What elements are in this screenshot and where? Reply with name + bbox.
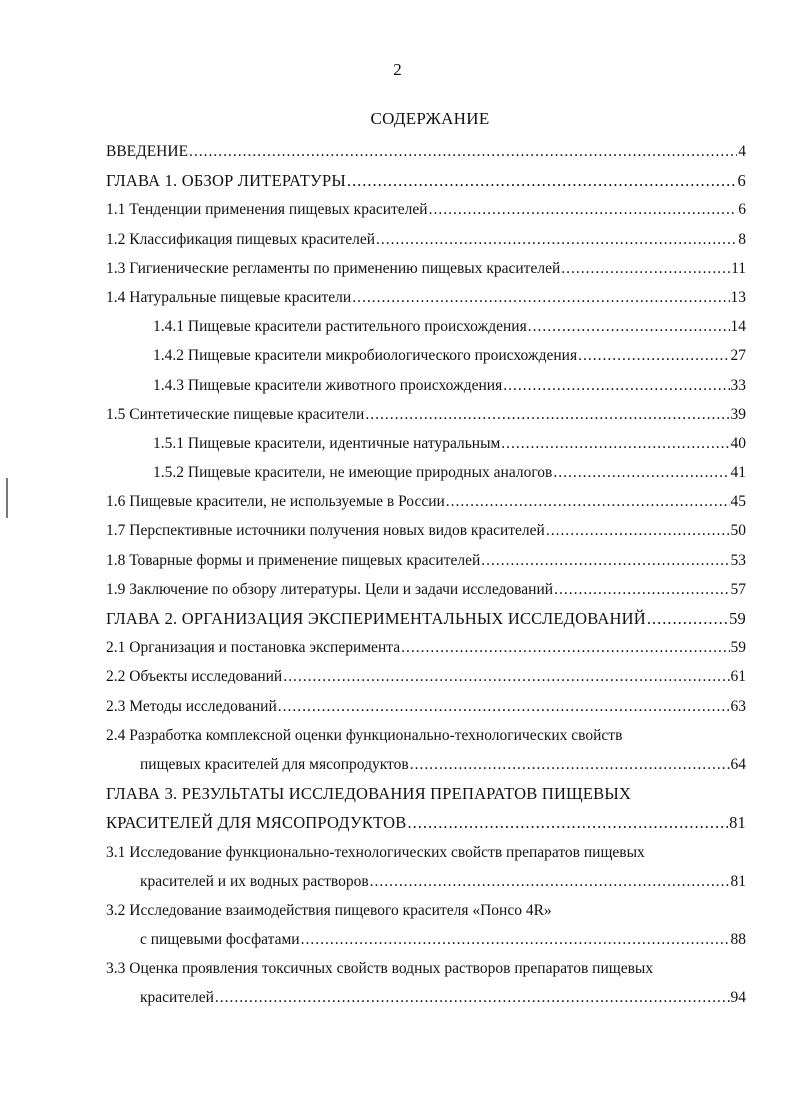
leader-dots: [278, 692, 730, 721]
entry-title: 1.4 Натуральные пищевые красители: [106, 288, 352, 306]
toc-title: СОДЕРЖАНИЕ: [370, 109, 490, 128]
leader-dots: [347, 166, 737, 195]
entry-page: 8: [738, 230, 746, 248]
leader-dots: [301, 925, 730, 954]
entry-page: 57: [730, 580, 746, 598]
toc-entry-introduction[interactable]: [106, 137, 746, 166]
entry-title: ГЛАВА 1. ОБЗОР ЛИТЕРАТУРЫ: [106, 171, 346, 191]
entry-title: 1.5.1 Пищевые красители, идентичные натуральным: [153, 434, 501, 452]
entry-title: 1.4.2 Пищевые красители микробиологического происхождения: [153, 347, 578, 365]
toc-entry-1-9[interactable]: [106, 575, 746, 604]
entry-page: 88: [730, 931, 746, 949]
entry-title: 1.4.3 Пищевые красители животного происхождения: [153, 376, 503, 394]
entry-title: 3.3 Оценка проявления токсичных свойств водных растворов препаратов пищевых: [106, 960, 654, 978]
leader-dots: [283, 662, 729, 691]
toc-entry-2-4-continued[interactable]: [106, 750, 746, 779]
entry-title: 2.3 Методы исследований: [106, 697, 277, 715]
entry-page: 81: [729, 813, 746, 833]
leader-dots: [215, 983, 730, 1012]
toc-entry-1-5-1[interactable]: [106, 429, 746, 458]
entry-page: 59: [730, 639, 746, 657]
entry-page: 33: [730, 376, 746, 394]
entry-page: 13: [730, 288, 746, 306]
toc-entry-3-2-continued[interactable]: [106, 925, 746, 954]
leader-dots: [501, 429, 729, 458]
entry-title: 2.1 Организация и постановка эксперимента: [106, 639, 401, 657]
entry-page: 63: [730, 697, 746, 715]
entry-page: 50: [730, 522, 746, 540]
toc-entry-3-1-continued[interactable]: [106, 867, 746, 896]
entry-title: 2.2 Объекты исследований: [106, 668, 283, 686]
leader-dots: [446, 487, 730, 516]
toc-entry-1-4[interactable]: [106, 283, 746, 312]
toc-entry-chapter-1[interactable]: [106, 166, 746, 195]
binding-mark: [6, 478, 8, 518]
entry-title: с пищевыми фосфатами: [140, 931, 300, 949]
entry-page: 39: [730, 405, 746, 423]
toc-entry-1-8[interactable]: [106, 546, 746, 575]
toc-entry-2-1[interactable]: [106, 633, 746, 662]
entry-page: 45: [730, 493, 746, 511]
entry-page: 53: [730, 551, 746, 569]
leader-dots: [365, 400, 729, 429]
entry-page: 94: [730, 989, 746, 1007]
toc-entry-1-6[interactable]: [106, 487, 746, 516]
page-number: 2: [393, 60, 402, 79]
toc-entry-1-7[interactable]: [106, 516, 746, 545]
entry-page: 61: [730, 668, 746, 686]
leader-dots: [481, 546, 729, 575]
leader-dots: [561, 254, 730, 283]
entry-title: 1.5.2 Пищевые красители, не имеющие природных аналогов: [153, 464, 553, 482]
toc-entry-chapter-2[interactable]: [106, 604, 746, 633]
entry-page: 81: [730, 872, 746, 890]
entry-page: 6: [737, 171, 746, 191]
leader-dots: [647, 604, 728, 633]
toc-entry-1-5[interactable]: [106, 400, 746, 429]
entry-title: 1.8 Товарные формы и применение пищевых красителей: [106, 551, 481, 569]
entry-page: 59: [729, 609, 746, 628]
entry-page: 27: [730, 347, 746, 365]
toc-entry-1-4-2[interactable]: [106, 341, 746, 370]
toc-entry-3-3-continued[interactable]: [106, 983, 746, 1012]
leader-dots: [553, 458, 729, 487]
leader-dots: [546, 516, 730, 545]
entry-title: красителей: [140, 989, 214, 1007]
entry-title: 1.2 Классификация пищевых красителей: [106, 230, 376, 248]
entry-title: 1.3 Гигиенические регламенты по применению пищевых красителей: [106, 259, 561, 277]
entry-title: КРАСИТЕЛЕЙ ДЛЯ МЯСОПРОДУКТОВ: [106, 813, 407, 833]
toc-entry-1-5-2[interactable]: [106, 458, 746, 487]
toc-entry-1-1[interactable]: [106, 195, 746, 224]
entry-title: 1.9 Заключение по обзору литературы. Цели и задачи исследований: [106, 580, 554, 598]
leader-dots: [189, 137, 737, 166]
entry-title: 2.4 Разработка комплексной оценки функционально-технологических свойств: [106, 726, 623, 744]
entry-page: 40: [730, 434, 746, 452]
toc-entry-1-3[interactable]: [106, 254, 746, 283]
leader-dots: [578, 341, 729, 370]
entry-page: 11: [731, 259, 746, 277]
leader-dots: [352, 283, 729, 312]
entry-title: 1.5 Синтетические пищевые красители: [106, 405, 365, 423]
entry-page: 6: [738, 201, 746, 219]
toc-entry-chapter-3[interactable]: [106, 779, 746, 808]
toc-entry-3-1[interactable]: [106, 838, 746, 867]
leader-dots: [554, 575, 729, 604]
leader-dots: [429, 195, 738, 224]
entry-page: 41: [730, 464, 746, 482]
toc-entry-1-4-1[interactable]: [106, 312, 746, 341]
toc-entry-1-2[interactable]: [106, 225, 746, 254]
entry-title: 3.1 Исследование функционально-технологических свойств препаратов пищевых: [106, 843, 645, 861]
table-of-contents: [106, 137, 746, 1013]
toc-entry-chapter-3-continued[interactable]: [106, 808, 746, 837]
entry-page: 4: [738, 143, 746, 160]
toc-entry-3-2[interactable]: [106, 896, 746, 925]
toc-entry-3-3[interactable]: [106, 954, 746, 983]
entry-page: 64: [730, 755, 746, 773]
leader-dots: [503, 371, 729, 400]
entry-title: ВВЕДЕНИЕ: [106, 143, 189, 160]
entry-title: 1.1 Тенденции применения пищевых красителей: [106, 201, 428, 219]
leader-dots: [528, 312, 730, 341]
toc-entry-1-4-3[interactable]: [106, 371, 746, 400]
entry-title: 3.2 Исследование взаимодействия пищевого красителя «Понсо 4R»: [106, 901, 552, 919]
leader-dots: [376, 225, 737, 254]
toc-entry-2-3[interactable]: [106, 692, 746, 721]
entry-title: 1.4.1 Пищевые красители растительного происхождения: [153, 318, 527, 336]
entry-title: ГЛАВА 3. РЕЗУЛЬТАТЫ ИССЛЕДОВАНИЯ ПРЕПАРАТОВ ПИЩЕВЫХ: [106, 784, 632, 804]
entry-title: красителей и их водных растворов: [140, 872, 369, 890]
leader-dots: [401, 633, 729, 662]
toc-entry-2-2[interactable]: [106, 662, 746, 691]
toc-entry-2-4[interactable]: [106, 721, 746, 750]
entry-title: 1.7 Перспективные источники получения новых видов красителей: [106, 522, 545, 540]
entry-title: 1.6 Пищевые красители, не используемые в России: [106, 493, 445, 511]
leader-dots: [370, 867, 730, 896]
entry-title: ГЛАВА 2. ОРГАНИЗАЦИЯ ЭКСПЕРИМЕНТАЛЬНЫХ ИССЛЕДОВАНИЙ: [106, 609, 646, 628]
leader-dots: [410, 750, 730, 779]
leader-dots: [407, 808, 728, 837]
entry-page: 14: [730, 318, 746, 336]
entry-title: пищевых красителей для мясопродуктов: [140, 755, 409, 773]
